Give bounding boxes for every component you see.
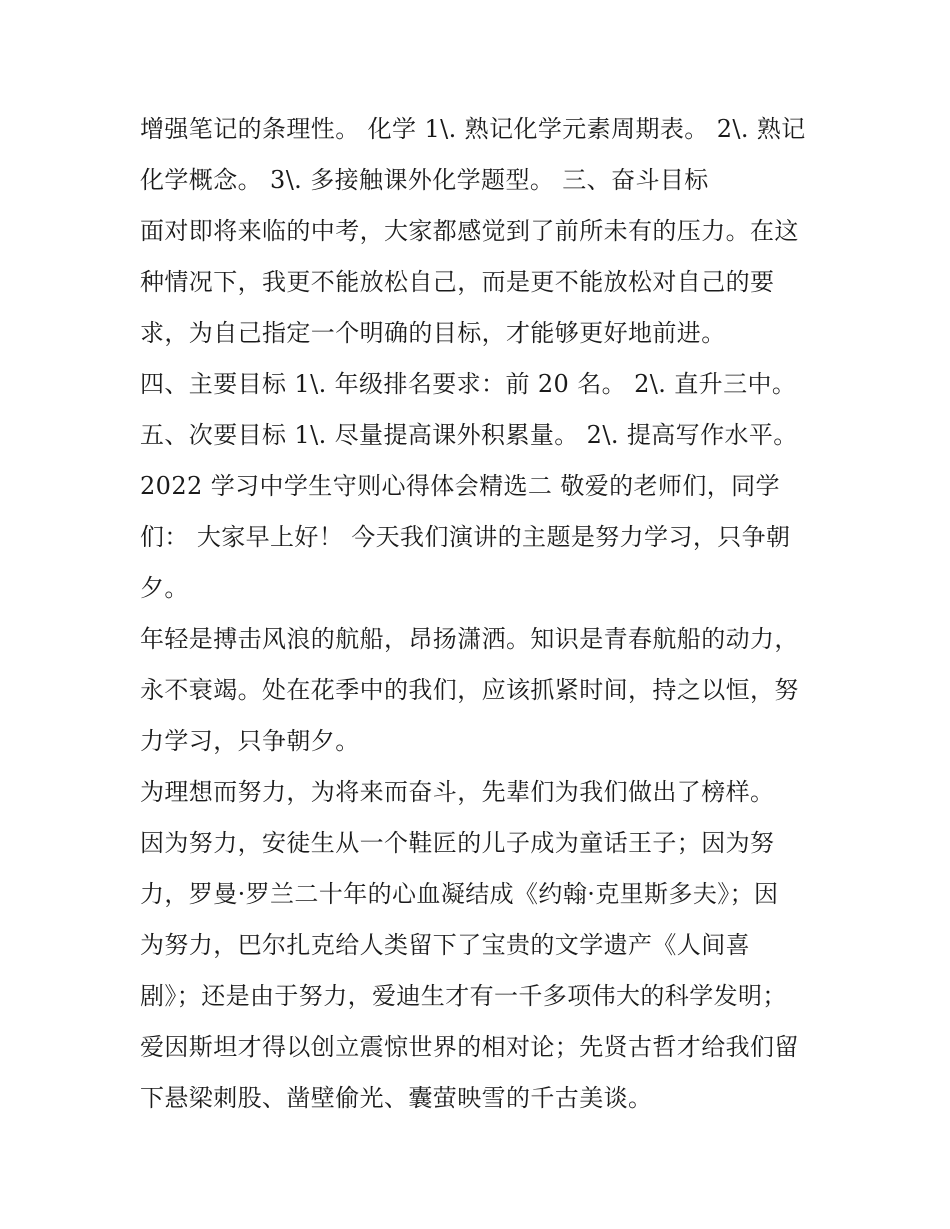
text-line: 增强笔记的条理性。 化学 1\. 熟记化学元素周期表。 2\. 熟记 <box>140 115 806 143</box>
text-line: 力学习，只争朝夕。 <box>140 727 360 755</box>
text-line: 四、主要目标 1\. 年级排名要求：前 20 名。 2\. 直升三中。 <box>140 370 797 398</box>
text-line: 种情况下，我更不能放松自己，而是更不能放松对自己的要 <box>140 268 775 296</box>
text-line: 力，罗曼·罗兰二十年的心血凝结成《约翰·克里斯多夫》；因 <box>140 880 779 908</box>
text-line: 为理想而努力，为将来而奋斗，先辈们为我们做出了榜样。 <box>140 778 775 806</box>
text-line: 面对即将来临的中考，大家都感觉到了前所未有的压力。在这 <box>140 217 799 245</box>
text-line: 夕。 <box>140 574 189 602</box>
text-line: 们： 大家早上好！ 今天我们演讲的主题是努力学习，只争朝 <box>140 523 791 551</box>
document-body <box>140 104 830 1124</box>
text-line: 下悬梁刺股、凿壁偷光、囊萤映雪的千古美谈。 <box>140 1084 653 1112</box>
text-line: 年轻是搏击风浪的航船，昂扬潇洒。知识是青春航船的动力， <box>140 625 799 653</box>
text-line: 化学概念。 3\. 多接触课外化学题型。 三、奋斗目标 <box>140 166 709 194</box>
text-line: 剧》；还是由于努力，爱迪生才有一千多项伟大的科学发明； <box>140 982 787 1010</box>
text-line: 为努力，巴尔扎克给人类留下了宝贵的文学遗产《人间喜 <box>140 931 750 959</box>
text-line: 2022 学习中学生守则心得体会精选二 敬爱的老师们，同学 <box>140 472 780 500</box>
text-line: 爱因斯坦才得以创立震惊世界的相对论；先贤古哲才给我们留 <box>140 1033 799 1061</box>
text-line: 求，为自己指定一个明确的目标，才能够更好地前进。 <box>140 319 726 347</box>
text-line: 因为努力，安徒生从一个鞋匠的儿子成为童话王子；因为努 <box>140 829 775 857</box>
text-line: 五、次要目标 1\. 尽量提高课外积累量。 2\. 提高写作水平。 <box>140 421 798 449</box>
text-line: 永不衰竭。处在花季中的我们，应该抓紧时间，持之以恒，努 <box>140 676 799 704</box>
